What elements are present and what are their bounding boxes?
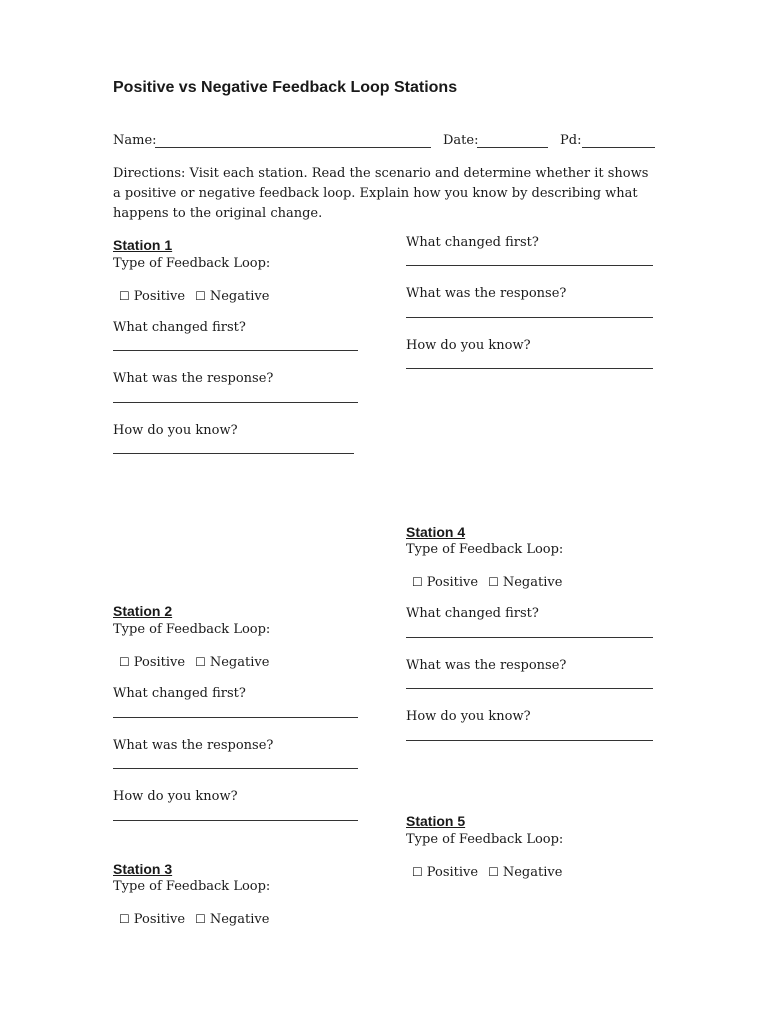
col2-changed-label: What changed first? [406,235,539,250]
station-4-options [412,574,562,591]
negative-checkbox[interactable]: ☐ [488,575,499,589]
station-2-options [119,654,269,671]
station-4-response-label: What was the response? [406,658,567,673]
positive-label: Positive [133,655,186,670]
name-label: Name: [113,133,157,148]
station-1-know-answer-line[interactable] [113,453,354,454]
station-1-know-label: How do you know? [113,423,238,438]
station-3-heading: Station 3 [113,861,173,877]
station-2-type-label: Type of Feedback Loop: [113,622,271,637]
negative-label: Negative [209,289,270,304]
station-1-type-label: Type of Feedback Loop: [113,256,271,271]
positive-label: Positive [133,912,186,927]
col2-changed-answer-line[interactable] [406,265,653,266]
station-4-changed-answer-line[interactable] [406,637,653,638]
station-2-changed-label: What changed first? [113,686,246,701]
station-3-type-label: Type of Feedback Loop: [113,879,271,894]
station-1-response-label: What was the response? [113,371,274,386]
positive-checkbox[interactable]: ☐ [412,575,423,589]
positive-checkbox[interactable]: ☐ [119,655,130,669]
negative-label: Negative [502,575,563,590]
negative-label: Negative [209,912,270,927]
station-5-heading: Station 5 [406,813,466,829]
negative-label: Negative [502,865,563,880]
station-2-response-answer-line[interactable] [113,768,358,769]
negative-label: Negative [209,655,270,670]
page-title: Positive vs Negative Feedback Loop Stations [113,79,458,96]
station-4-know-label: How do you know? [406,709,531,724]
station-4-response-answer-line[interactable] [406,688,653,689]
station-2-changed-answer-line[interactable] [113,717,358,718]
positive-label: Positive [426,865,479,880]
pd-field[interactable] [582,147,655,148]
station-5-options [412,864,562,881]
station-1-changed-answer-line[interactable] [113,350,358,351]
positive-label: Positive [426,575,479,590]
station-4-know-answer-line[interactable] [406,740,653,741]
name-field[interactable] [155,147,431,148]
positive-checkbox[interactable]: ☐ [119,912,130,926]
station-5-type-label: Type of Feedback Loop: [406,832,564,847]
col2-know-answer-line[interactable] [406,368,653,369]
station-2-response-label: What was the response? [113,738,274,753]
negative-checkbox[interactable]: ☐ [195,655,206,669]
station-2-heading: Station 2 [113,603,173,619]
negative-checkbox[interactable]: ☐ [195,912,206,926]
station-1-options [119,288,269,305]
positive-label: Positive [133,289,186,304]
station-2-know-answer-line[interactable] [113,820,358,821]
col2-response-answer-line[interactable] [406,317,653,318]
negative-checkbox[interactable]: ☐ [488,865,499,879]
station-3-options [119,911,269,928]
station-1-response-answer-line[interactable] [113,402,358,403]
positive-checkbox[interactable]: ☐ [119,289,130,303]
station-2-know-label: How do you know? [113,789,238,804]
pd-label: Pd: [560,133,582,148]
negative-checkbox[interactable]: ☐ [195,289,206,303]
station-1-heading: Station 1 [113,237,173,253]
station-1-changed-label: What changed first? [113,320,246,335]
station-4-changed-label: What changed first? [406,606,539,621]
station-4-heading: Station 4 [406,524,466,540]
directions-text: Directions: Visit each station. Read the scenario and determine whether it shows a positive or negative feedback loop. Explain how you know by describing what happens to the original change. [113,166,649,221]
positive-checkbox[interactable]: ☐ [412,865,423,879]
col2-know-label: How do you know? [406,338,531,353]
col2-response-label: What was the response? [406,286,567,301]
station-4-type-label: Type of Feedback Loop: [406,542,564,557]
date-label: Date: [443,133,479,148]
date-field[interactable] [477,147,548,148]
